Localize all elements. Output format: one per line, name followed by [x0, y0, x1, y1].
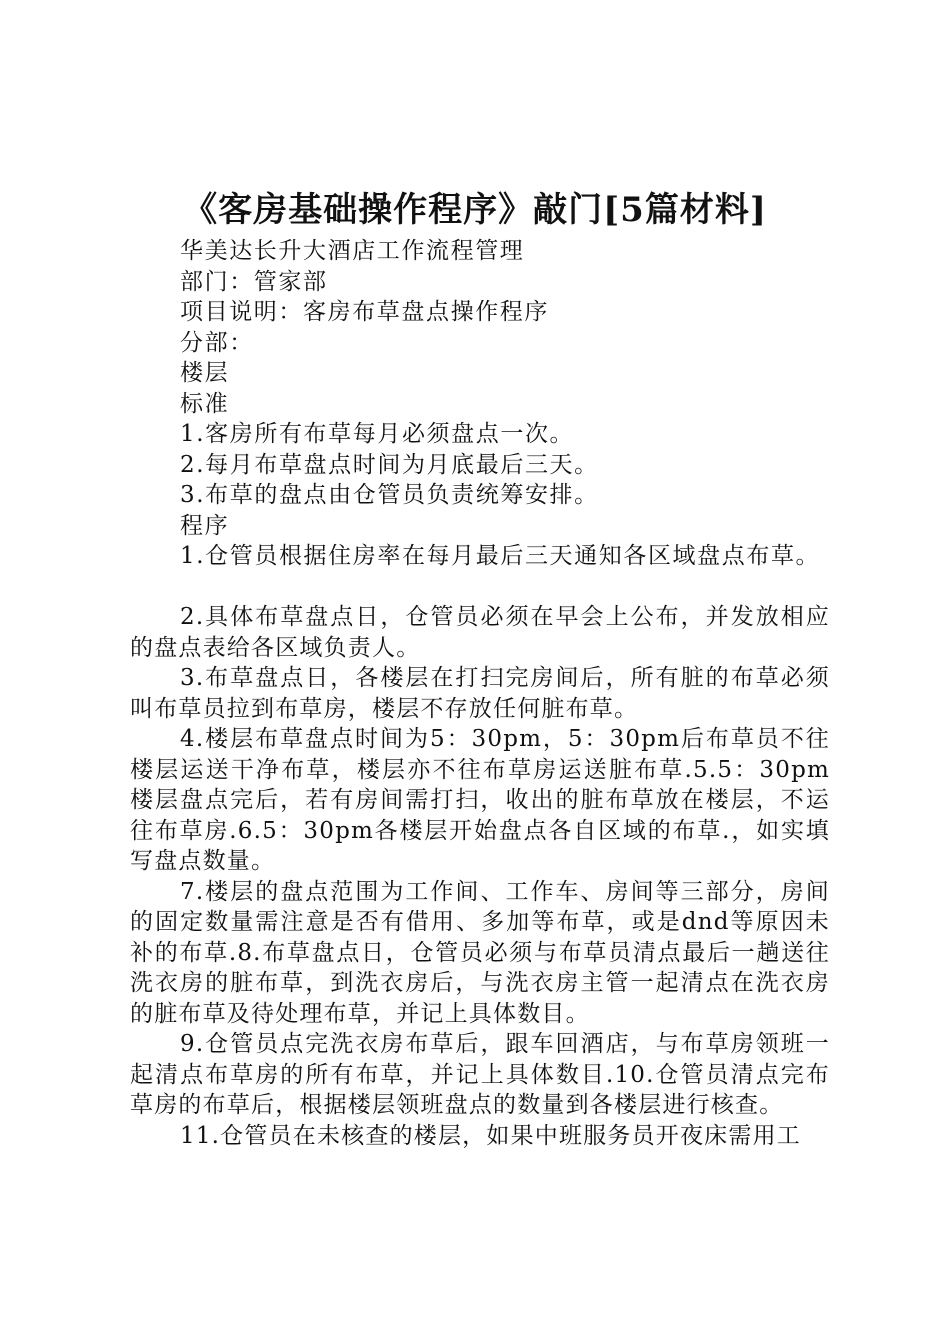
standard-item-3: 3.布草的盘点由仓管员负责统筹安排。: [180, 482, 599, 508]
standard-item-1: 1.客房所有布草每月必须盘点一次。: [180, 421, 575, 447]
procedure-paragraph-3: 3.布草盘点日，各楼层在打扫完房间后，所有脏的布草必须叫布草员拉到布草房，楼层不存放任何脏布草。: [130, 665, 830, 722]
procedure-paragraph-9: 9.仓管员点完洗衣房布草后，跟车回酒店，与布草房领班一起清点布草房的所有布草，并记上具体数目.10.仓管员清点完布草房的布草后，根据楼层领班盘点的数量到各楼层进行核查。: [130, 1031, 830, 1118]
procedure-paragraph-7: 7.楼层的盘点范围为工作间、工作车、房间等三部分，房间的固定数量需注意是否有借用、多加等布草，或是dnd等原因未补的布草.8.布草盘点日，仓管员必须与布草员清点最后一趟送往洗衣房的脏布草，到洗衣房后，与洗衣房主管一起清点在洗衣房的脏布草及待处理布草，并记上具体数目。: [130, 878, 830, 1027]
blank-line: [130, 572, 830, 603]
procedure-paragraph-4: 4.楼层布草盘点时间为5：30pm，5：30pm后布草员不往楼层运送干净布草，楼层亦不往布草房运送脏布草.5.5：30pm楼层盘点完后，若有房间需打扫，收出的脏布草放在楼层，不运往布草房.6.5：30pm各楼层开始盘点各自区域的布草.，如实填写盘点数量。: [130, 726, 830, 874]
header-line-department: 部门：管家部: [180, 268, 328, 295]
procedure-paragraph-11: 11.仓管员在未核查的楼层，如果中班服务员开夜床需用工: [180, 1122, 801, 1149]
standard-item-2: 2.每月布草盘点时间为月底最后三天。: [180, 451, 599, 478]
header-line-project: 项目说明：客房布草盘点操作程序: [180, 299, 549, 325]
procedure-item-1: 1.仓管员根据住房率在每月最后三天通知各区域盘点布草。: [180, 543, 821, 569]
document-title: 《客房基础操作程序》敲门[5篇材料]: [183, 190, 767, 230]
document-body: [130, 236, 830, 1151]
procedure-paragraph-2: 2.具体布草盘点日，仓管员必须在早会上公布，并发放相应的盘点表给各区域负责人。: [130, 604, 830, 661]
section-heading-procedure: 程序: [180, 512, 230, 539]
section-heading-standard: 标准: [180, 390, 230, 417]
header-line-floor: 楼层: [180, 360, 230, 386]
header-line-org: 华美达长升大酒店工作流程管理: [180, 238, 525, 264]
header-line-subsection: 分部：: [180, 329, 254, 356]
